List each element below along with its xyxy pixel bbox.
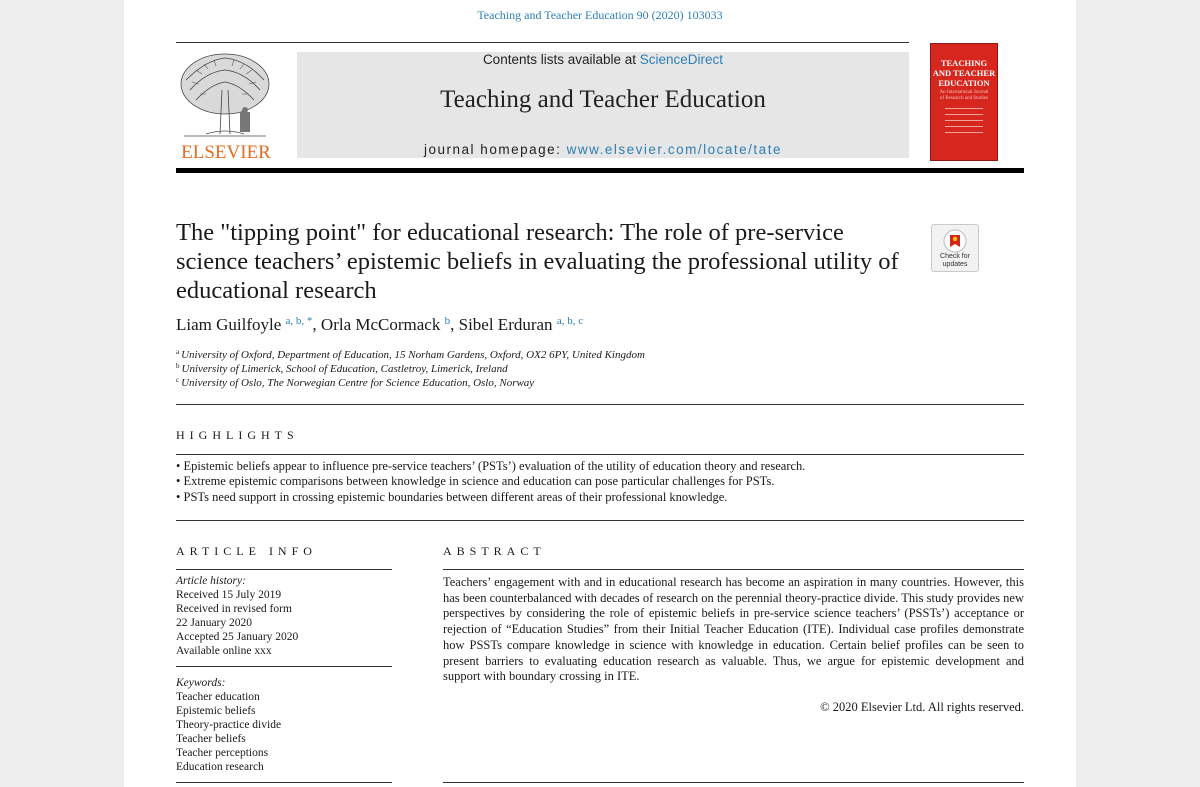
elsevier-wordmark[interactable]: ELSEVIER (181, 142, 271, 163)
divider (443, 569, 1024, 570)
header-rule (176, 42, 909, 43)
divider (176, 454, 1024, 455)
cover-title-line-1: TEACHING (940, 58, 988, 68)
affiliation-text: University of Oslo, The Norwegian Centre for Science Education, Oslo, Norway (181, 377, 535, 389)
affiliation (176, 376, 534, 389)
affiliation-text: University of Oxford, Department of Education, 15 Norham Gardens, Oxford, OX2 6PY, United Kingdom (181, 349, 645, 361)
history-item: 22 January 2020 (176, 617, 253, 629)
divider (176, 666, 392, 667)
history-item: Received in revised form (176, 603, 292, 615)
article-info-heading: ARTICLE INFO (176, 544, 317, 558)
cover-rule (945, 120, 983, 121)
keyword: Teacher perceptions (176, 747, 269, 759)
copyright-notice: © 2020 Elsevier Ltd. All rights reserved. (820, 700, 1024, 714)
affiliation-mark: a (176, 348, 180, 356)
journal-banner (297, 52, 909, 158)
affiliation (176, 362, 508, 375)
divider (176, 520, 1024, 521)
author-name[interactable]: Liam Guilfoyle (176, 315, 282, 334)
paper-page (124, 0, 1076, 787)
divider (443, 782, 1024, 783)
keyword: Epistemic beliefs (176, 705, 256, 717)
author-affiliation-marks[interactable]: b (444, 315, 451, 327)
article-title: The "tipping point" for educational research: The role of pre-service science teachers’ epistemic beliefs in evaluating the professional utility of educational research (176, 219, 899, 304)
author-name[interactable]: Sibel Erduran (458, 315, 553, 334)
author-name[interactable]: Orla McCormack (320, 315, 441, 334)
check-for-updates-button[interactable] (931, 224, 979, 272)
bookmark-icon (943, 229, 967, 253)
cover-rule (945, 132, 983, 133)
contents-prefix: Contents lists available at (482, 52, 640, 67)
highlight-item: • Epistemic beliefs appear to influence pre-service teachers’ (PSTs’) evaluation of the utility of education theory and research. (176, 459, 806, 473)
highlight-item: • PSTs need support in crossing epistemic boundaries between different areas of their professional knowledge. (176, 490, 728, 504)
author-list: Liam Guilfoyle $^{a, b, *}$, Orla McCormack $^b$, Sibel Erduran $^{a, b, c}$ (176, 315, 584, 334)
affiliation-mark: c (176, 376, 180, 384)
sciencedirect-link[interactable]: ScienceDirect (639, 52, 724, 67)
cover-rule (945, 126, 983, 127)
author-affiliation-marks[interactable]: a, b, * (285, 315, 313, 327)
homepage-line (297, 142, 909, 157)
journal-reference[interactable]: Teaching and Teacher Education 90 (2020) 103033 (477, 8, 723, 22)
keyword: Teacher beliefs (176, 733, 246, 745)
divider (176, 569, 392, 570)
history-item: Received 15 July 2019 (176, 589, 282, 601)
abstract-text: Teachers’ engagement with and in educational research has become an aspiration in many countries. However, this has been counterbalanced with decades of research on the perennial theory-practice divide. This study provides new perspectives by considering the role of epistemic beliefs in pre-service science teachers’ (PSSTs’) acceptance or rejection of “Education Studies” from their Initial Teacher Education (ITE). Individual case profiles demonstrate how PSSTs compare knowledge in science with knowledge in education. Certain belief profiles can be seen to present barriers to evaluating education research as valuable. Thus, we argue for epistemic development and support with boundary crossing in ITE. (443, 575, 1024, 684)
cover-subtitle: An International Journal of Research and Studies (939, 90, 989, 101)
cover-title-line-2: AND TEACHER (932, 68, 996, 78)
keyword: Theory-practice divide (176, 719, 282, 731)
history-item: Accepted 25 January 2020 (176, 631, 299, 643)
divider (176, 782, 392, 783)
cover-rule (945, 114, 983, 115)
header-thick-rule (176, 168, 1024, 173)
homepage-prefix: journal homepage: (424, 142, 567, 157)
divider (176, 404, 1024, 405)
author-affiliation-marks[interactable]: a, b, c (556, 315, 584, 327)
history-item: Available online xxx (176, 645, 272, 657)
article-history-label: Article history: (176, 575, 246, 587)
homepage-link[interactable]: www.elsevier.com/locate/tate (566, 142, 782, 157)
keyword: Teacher education (176, 691, 260, 703)
affiliation-text: University of Limerick, School of Education, Castletroy, Limerick, Ireland (181, 363, 508, 375)
contents-line (297, 52, 909, 67)
cover-title-line-3: EDUCATION (938, 78, 990, 88)
keywords-label: Keywords: (176, 677, 226, 689)
keyword: Education research (176, 761, 264, 773)
affiliation-mark: b (176, 362, 180, 370)
affiliation (176, 348, 645, 361)
journal-title: Teaching and Teacher Education (440, 86, 766, 113)
cover-rule (945, 108, 983, 109)
abstract-heading: ABSTRACT (443, 544, 546, 558)
highlight-item: • Extreme epistemic comparisons between knowledge in science and education can pose particular challenges for PSTs. (176, 474, 775, 488)
check-for-updates-label: Check for updates (940, 253, 970, 268)
journal-cover[interactable] (930, 43, 998, 161)
highlights-heading: HIGHLIGHTS (176, 428, 299, 442)
